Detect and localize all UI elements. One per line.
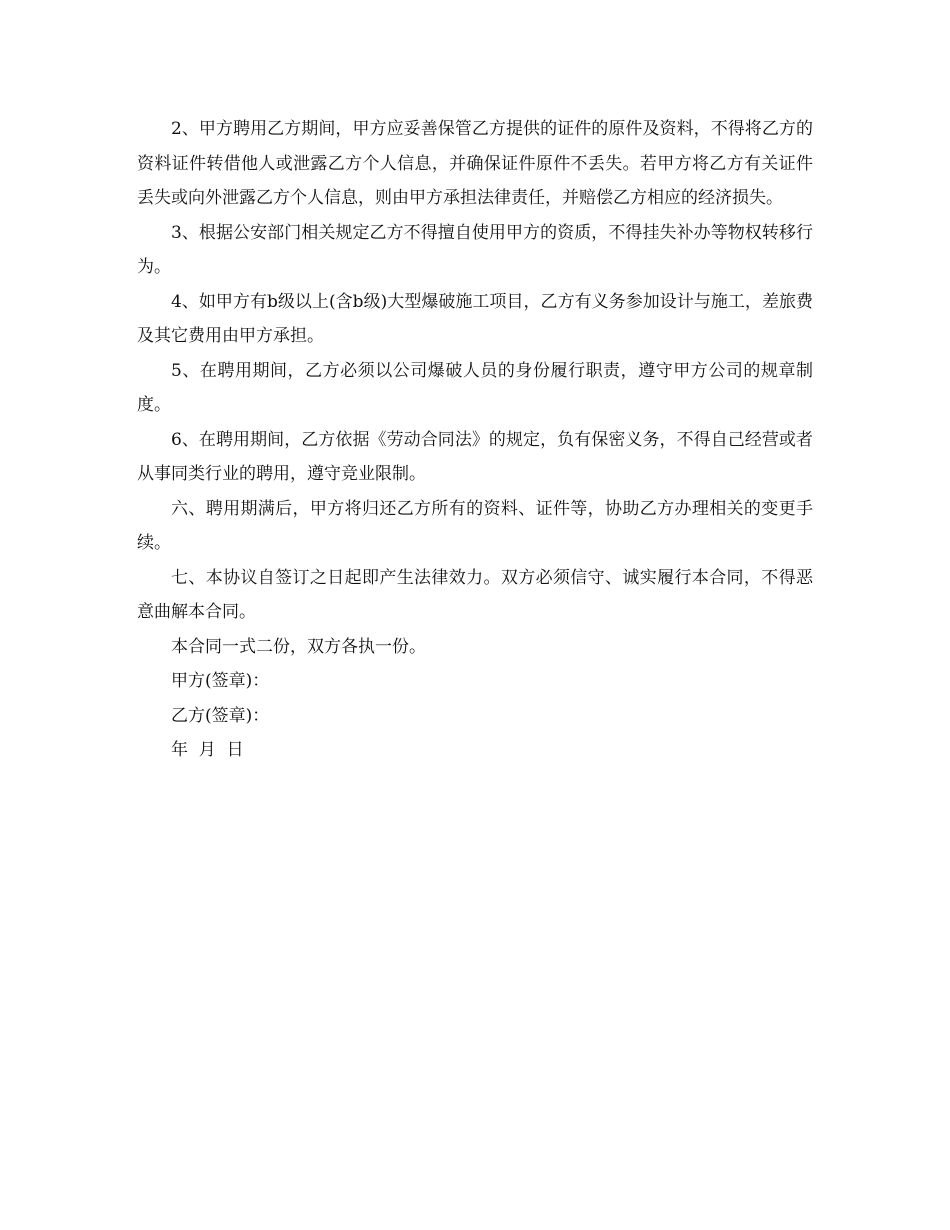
date-line: 年 月 日 [171,740,244,760]
clause-4-paragraph: 4、如甲方有b级以上(含b级)大型爆破施工项目，乙方有义务参加设计与施工，差旅费及其它费用由甲方承担。 [137,291,813,346]
article-7-paragraph: 七、本协议自签订之日起即产生法律效力。双方必须信守、诚实履行本合同，不得恶意曲解本合同。 [137,567,813,622]
clause-2-paragraph: 2、甲方聘用乙方期间，甲方应妥善保管乙方提供的证件的原件及资料，不得将乙方的资料证件转借他人或泄露乙方个人信息，并确保证件原件不丢失。若甲方将乙方有关证件丢失或向外泄露乙方个人信息，则由甲方承担法律责任，并赔偿乙方相应的经济损失。 [137,119,813,208]
party-b-signature-line: 乙方(签章)： [171,705,270,726]
clause-6-paragraph: 6、在聘用期间，乙方依据《劳动合同法》的规定，负有保密义务，不得自己经营或者从事同类行业的聘用，遵守竞业限制。 [137,429,813,484]
contract-page [137,112,813,768]
copies-note: 本合同一式二份，双方各执一份。 [171,636,426,657]
clause-3-paragraph: 3、根据公安部门相关规定乙方不得擅自使用甲方的资质，不得挂失补办等物权转移行为。 [137,222,813,277]
party-a-signature-line: 甲方(签章)： [171,671,270,691]
clause-5-paragraph: 5、在聘用期间，乙方必须以公司爆破人员的身份履行职责，遵守甲方公司的规章制度。 [137,360,813,415]
article-6-paragraph: 六、聘用期满后，甲方将归还乙方所有的资料、证件等，协助乙方办理相关的变更手续。 [137,498,813,553]
